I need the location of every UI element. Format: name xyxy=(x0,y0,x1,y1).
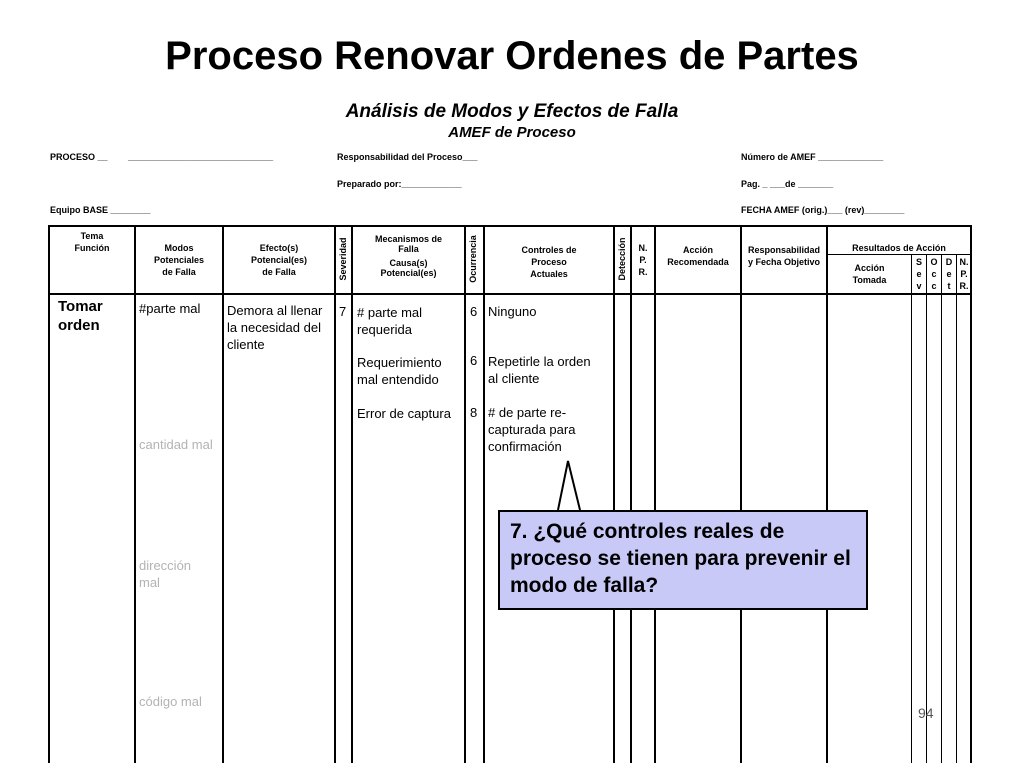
ocurrencia-2: 6 xyxy=(470,353,478,368)
header-tema: Tema Función xyxy=(74,231,110,253)
responsabilidad-field: Responsabilidad del Proceso___ xyxy=(337,152,478,162)
header-causas: Causa(s) Potencial(es) xyxy=(380,258,437,278)
form-title: Análisis de Modos y Efectos de Falla xyxy=(345,101,679,122)
header-efectos: Efecto(s) Potencial(es) de Falla xyxy=(250,243,308,277)
header-det: D e t xyxy=(945,257,953,291)
proceso-line: _____________________________ xyxy=(128,152,274,162)
numero-amef-field: Número de AMEF _____________ xyxy=(741,152,884,162)
causa-2: Requerimiento mal entendido xyxy=(357,355,442,387)
header-resultados: Resultados de Acción xyxy=(852,243,946,253)
modo-codigo-mal: código mal xyxy=(139,694,202,709)
header-occ: O c c xyxy=(930,257,938,291)
control-3: # de parte re- capturada para confirmación xyxy=(488,405,576,454)
modo-parte-mal: #parte mal xyxy=(139,301,201,316)
header-accion: Acción Recomendada xyxy=(667,245,729,267)
header-responsabilidad: Responsabilidad y Fecha Objetivo xyxy=(747,245,821,267)
header-ocurrencia: Ocurrencia xyxy=(468,235,478,283)
ocurrencia-1: 6 xyxy=(470,304,478,319)
callout-pointer xyxy=(540,455,600,515)
proceso-field: PROCESO __ xyxy=(50,152,108,162)
efecto-cell: Demora al llenar la necesidad del cliente xyxy=(227,303,323,352)
modo-cantidad-mal: cantidad mal xyxy=(139,437,213,452)
header-mecanismos: Mecanismos de Falla xyxy=(374,234,443,254)
page-title: Proceso Renovar Ordenes de Partes xyxy=(165,34,859,78)
preparado-field: Preparado por:____________ xyxy=(337,179,462,189)
header-accion-tomada: Acción Tomada xyxy=(852,263,887,285)
modo-direccion-mal: dirección mal xyxy=(139,558,192,590)
header-severidad: Severidad xyxy=(338,237,348,281)
equipo-field: Equipo BASE ________ xyxy=(50,205,151,215)
causa-3: Error de captura xyxy=(357,406,451,421)
header-npr: N. P. R. xyxy=(638,243,648,277)
callout-question: 7. ¿Qué controles reales de proceso se tienen para prevenir el modo de falla? xyxy=(498,510,868,610)
fecha-field: FECHA AMEF (orig.)___ (rev)________ xyxy=(741,205,905,215)
header-controles: Controles de Proceso Actuales xyxy=(521,245,577,279)
pagina-field: Pag. _ ___de _______ xyxy=(741,179,834,189)
header-deteccion: Detección xyxy=(617,237,627,281)
header-modos: Modos Potenciales de Falla xyxy=(153,243,205,277)
ocurrencia-3: 8 xyxy=(470,405,478,420)
causa-1: # parte mal requerida xyxy=(357,305,423,337)
header-npr2: N. P. R. xyxy=(959,257,969,291)
header-sev: S e v xyxy=(915,257,922,291)
severidad-value: 7 xyxy=(339,304,347,319)
control-2: Repetirle la orden al cliente xyxy=(488,354,591,386)
page-number: 94 xyxy=(918,705,934,721)
form-subtitle: AMEF de Proceso xyxy=(448,124,576,141)
control-1: Ninguno xyxy=(488,304,537,319)
tema-cell: Tomar orden xyxy=(58,298,103,334)
